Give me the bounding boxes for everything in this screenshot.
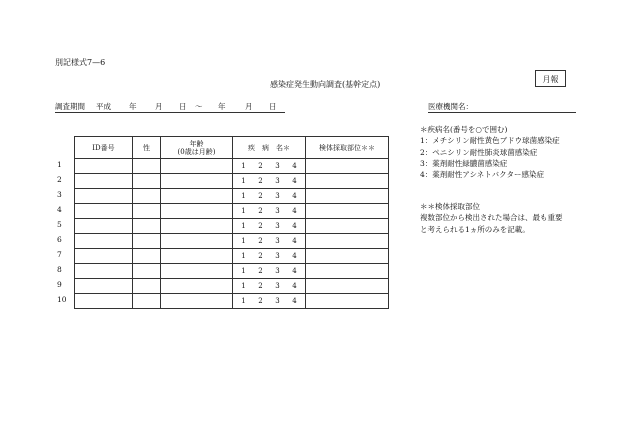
table-row [75, 234, 389, 249]
sex-cell[interactable] [133, 219, 161, 234]
sample-site-cell[interactable] [306, 159, 389, 174]
sample-notes-title: ＊＊検体採取部位 [420, 202, 480, 211]
month-label-2: 月 [245, 102, 253, 111]
row-number: 3 [57, 190, 62, 199]
disease-note-1: 1：メチシリン耐性黄色ブドウ球菌感染症 [420, 136, 560, 146]
disease-option[interactable]: 3 [275, 267, 280, 275]
disease-cell[interactable] [233, 189, 306, 204]
row-number: 7 [57, 250, 62, 259]
sample-site-notes [420, 201, 563, 235]
institution-name-field[interactable] [428, 101, 576, 113]
disease-option[interactable]: 1 [241, 207, 246, 215]
era-label: 平成 [96, 102, 111, 111]
row-number: 2 [57, 175, 62, 184]
row-number: 1 [57, 160, 62, 169]
disease-option[interactable]: 3 [275, 252, 280, 260]
age-cell[interactable] [161, 294, 233, 309]
disease-cell[interactable] [233, 249, 306, 264]
sample-site-cell[interactable] [306, 234, 389, 249]
id-cell[interactable] [75, 279, 133, 294]
sample-site-cell[interactable] [306, 204, 389, 219]
row-number: 8 [57, 265, 62, 274]
row-number-column [57, 157, 67, 307]
month-label-1: 月 [155, 102, 163, 111]
table-row [75, 264, 389, 279]
disease-option[interactable]: 1 [241, 282, 246, 290]
sex-cell[interactable] [133, 159, 161, 174]
disease-option[interactable]: 3 [275, 162, 280, 170]
form-number: 別記様式7—6 [55, 58, 106, 67]
disease-cell[interactable] [233, 279, 306, 294]
disease-option[interactable]: 3 [275, 207, 280, 215]
age-cell[interactable] [161, 234, 233, 249]
disease-option[interactable]: 1 [241, 162, 246, 170]
tilde-separator: 〜 [195, 102, 203, 111]
disease-note-2: 2：ペニシリン耐性肺炎球菌感染症 [420, 147, 538, 157]
disease-option[interactable]: 3 [275, 192, 280, 200]
sex-cell[interactable] [133, 204, 161, 219]
age-cell[interactable] [161, 174, 233, 189]
sex-cell[interactable] [133, 264, 161, 279]
row-number: 6 [57, 235, 62, 244]
age-cell[interactable] [161, 219, 233, 234]
day-label-1: 日 [179, 102, 187, 111]
header-age-line1: 年齢 [189, 139, 204, 148]
disease-option[interactable]: 2 [258, 222, 263, 230]
sample-site-cell[interactable] [306, 279, 389, 294]
disease-option[interactable]: 1 [241, 237, 246, 245]
id-cell[interactable] [75, 234, 133, 249]
disease-option[interactable]: 2 [258, 267, 263, 275]
header-disease: 疾 病 名＊ [233, 137, 306, 159]
disease-option[interactable]: 2 [258, 297, 263, 305]
disease-option[interactable]: 4 [292, 267, 297, 275]
disease-notes [420, 124, 560, 180]
disease-option[interactable]: 2 [258, 252, 263, 260]
header-sample-site: 検体採取部位＊＊ [306, 137, 389, 159]
id-cell[interactable] [75, 294, 133, 309]
sex-cell[interactable] [133, 249, 161, 264]
disease-cell[interactable] [233, 264, 306, 279]
disease-option[interactable]: 2 [258, 207, 263, 215]
disease-option[interactable]: 3 [275, 222, 280, 230]
disease-cell[interactable] [233, 294, 306, 309]
age-cell[interactable] [161, 189, 233, 204]
header-age-line2: (0歳は月齢) [177, 147, 216, 156]
header-id: ID番号 [75, 137, 133, 159]
disease-option[interactable]: 4 [292, 207, 297, 215]
disease-option[interactable]: 1 [241, 177, 246, 185]
disease-option[interactable]: 4 [292, 192, 297, 200]
id-cell[interactable] [75, 204, 133, 219]
disease-option[interactable]: 4 [292, 282, 297, 290]
disease-option[interactable]: 3 [275, 177, 280, 185]
disease-option[interactable]: 4 [292, 237, 297, 245]
disease-option[interactable]: 4 [292, 252, 297, 260]
disease-option[interactable]: 1 [241, 267, 246, 275]
table-row [75, 159, 389, 174]
sex-cell[interactable] [133, 189, 161, 204]
row-number: 10 [57, 295, 67, 304]
sample-site-cell[interactable] [306, 294, 389, 309]
disease-option[interactable]: 2 [258, 192, 263, 200]
survey-period-label: 調査期間 [55, 102, 85, 111]
sex-cell[interactable] [133, 234, 161, 249]
disease-note-4: 4：薬剤耐性アシネトバクター感染症 [420, 170, 544, 180]
report-table [74, 136, 389, 309]
sample-site-cell[interactable] [306, 249, 389, 264]
header-sex: 性 [133, 137, 161, 159]
sample-site-cell[interactable] [306, 189, 389, 204]
header-age [161, 137, 233, 159]
day-label-2: 日 [269, 102, 277, 111]
table-row [75, 279, 389, 294]
disease-cell[interactable] [233, 174, 306, 189]
sample-site-cell[interactable] [306, 219, 389, 234]
row-number: 5 [57, 220, 62, 229]
disease-option[interactable]: 4 [292, 162, 297, 170]
sample-note-line2: と考えられる1ヵ所のみを記載。 [420, 224, 530, 234]
institution-name-label: 医療機関名： [428, 102, 473, 111]
id-cell[interactable] [75, 189, 133, 204]
disease-note-3: 3：薬剤耐性緑膿菌感染症 [420, 158, 508, 168]
age-cell[interactable] [161, 279, 233, 294]
disease-cell[interactable] [233, 234, 306, 249]
id-cell[interactable] [75, 174, 133, 189]
disease-option[interactable]: 2 [258, 282, 263, 290]
disease-option[interactable]: 1 [241, 252, 246, 260]
disease-option[interactable]: 4 [292, 222, 297, 230]
disease-option[interactable]: 2 [258, 177, 263, 185]
id-cell[interactable] [75, 219, 133, 234]
sex-cell[interactable] [133, 294, 161, 309]
table-row [75, 249, 389, 264]
disease-cell[interactable] [233, 159, 306, 174]
disease-option[interactable]: 4 [292, 177, 297, 185]
disease-cell[interactable] [233, 204, 306, 219]
id-cell[interactable] [75, 249, 133, 264]
disease-cell[interactable] [233, 219, 306, 234]
disease-option[interactable]: 3 [275, 237, 280, 245]
document-title: 感染症発生動向調査(基幹定点) [270, 80, 381, 89]
sex-cell[interactable] [133, 279, 161, 294]
disease-option[interactable]: 1 [241, 192, 246, 200]
disease-option[interactable]: 1 [241, 222, 246, 230]
disease-option[interactable]: 3 [275, 282, 280, 290]
table-row [75, 189, 389, 204]
sex-cell[interactable] [133, 174, 161, 189]
disease-option[interactable]: 2 [258, 237, 263, 245]
table-row [75, 294, 389, 309]
sample-note-line1: 複数部位から検出された場合は、最も重要 [420, 213, 563, 223]
table-row [75, 219, 389, 234]
age-cell[interactable] [161, 264, 233, 279]
sample-site-cell[interactable] [306, 174, 389, 189]
sample-site-cell[interactable] [306, 264, 389, 279]
id-cell[interactable] [75, 159, 133, 174]
disease-option[interactable]: 1 [241, 297, 246, 305]
survey-period-field[interactable] [55, 101, 285, 113]
disease-option[interactable]: 3 [275, 297, 280, 305]
disease-option[interactable]: 2 [258, 162, 263, 170]
disease-option[interactable]: 4 [292, 297, 297, 305]
row-number: 9 [57, 280, 62, 289]
monthly-report-badge: 月報 [535, 70, 566, 87]
year-label-1: 年 [129, 102, 137, 111]
row-number: 4 [57, 205, 62, 214]
id-cell[interactable] [75, 264, 133, 279]
age-cell[interactable] [161, 159, 233, 174]
age-cell[interactable] [161, 249, 233, 264]
year-label-2: 年 [218, 102, 226, 111]
table-row [75, 174, 389, 189]
age-cell[interactable] [161, 204, 233, 219]
table-row [75, 204, 389, 219]
disease-notes-title: ＊疾病名(番号を○で囲む) [420, 125, 508, 134]
